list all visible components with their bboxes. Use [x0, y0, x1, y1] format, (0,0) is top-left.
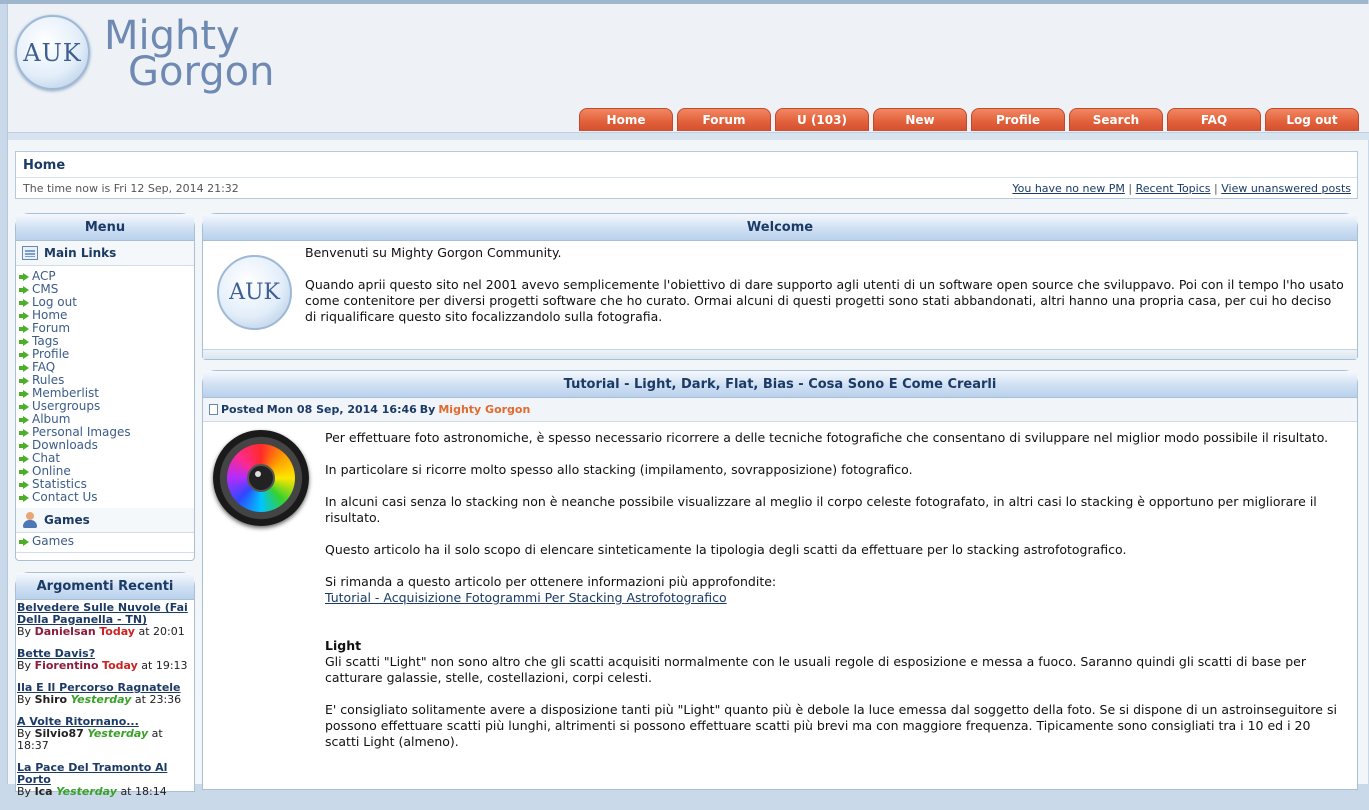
article-panel: [202, 370, 1358, 790]
recent-topic-link[interactable]: La Pace Del Tramonto Al Porto: [17, 761, 168, 786]
recent-topics-link[interactable]: Recent Topics: [1135, 182, 1211, 195]
logo-text: AUK: [23, 38, 82, 67]
spacer: [325, 606, 1347, 622]
menu-link-label: Tags: [32, 334, 59, 348]
recent-topic-day: Yesterday: [87, 727, 149, 740]
article-title[interactable]: Tutorial - Light, Dark, Flat, Bias - Cosa Sono E Come Crearli: [203, 371, 1357, 398]
menu-link-label: Personal Images: [32, 425, 131, 439]
article-paragraph: In alcuni casi senza lo stacking non è neanche possibile visualizzare al meglio il corpo celeste fotografato, in altri casi lo stacking è opportuno per migliorare il risultato.: [325, 494, 1317, 525]
recent-topic-item: [17, 762, 193, 798]
recent-topic-link[interactable]: Ila E Il Percorso Ragnatele: [17, 681, 181, 694]
arrow-right-icon: [19, 377, 29, 385]
arrow-right-icon: [19, 338, 29, 346]
games-title: Games: [44, 512, 90, 527]
tutorial-link[interactable]: Tutorial - Acquisizione Fotogrammi Per Stacking Astrofotografico: [325, 590, 727, 605]
menu-link-label: Log out: [32, 295, 77, 309]
nav-forum-button[interactable]: Forum: [677, 108, 771, 131]
arrow-right-icon: [19, 416, 29, 424]
arrow-right-icon: [19, 468, 29, 476]
arrow-right-icon: [19, 481, 29, 489]
by-label: By: [17, 693, 32, 706]
welcome-logo: [217, 255, 292, 330]
menu-link-label: Downloads: [32, 438, 98, 452]
arrow-right-icon: [19, 442, 29, 450]
site-header: [8, 4, 1369, 132]
recent-topic-link[interactable]: Belvedere Sulle Nuvole (Fai Della Paganella - TN): [17, 601, 188, 626]
site-title[interactable]: [104, 13, 275, 95]
recent-topic-item: [17, 602, 193, 638]
arrow-right-icon: [19, 429, 29, 437]
posted-date: Mon 08 Sep, 2014 16:46: [266, 402, 417, 416]
recent-topic-link[interactable]: Bette Davis?: [17, 647, 96, 660]
arrow-right-icon: [19, 312, 29, 320]
site-title-line2: Gorgon: [128, 49, 275, 95]
recent-topic-day: Today: [99, 625, 135, 638]
by-label: By: [17, 727, 32, 740]
site-logo[interactable]: [15, 15, 90, 90]
main-links-title: Main Links: [44, 245, 117, 260]
breadcrumb: [15, 151, 1358, 199]
at-label: at: [134, 693, 146, 706]
menu-link-label: Rules: [32, 373, 65, 387]
recent-topics-list: [16, 600, 194, 810]
recent-topic-time: 19:13: [155, 659, 188, 672]
article-body: [325, 430, 1347, 766]
menu-link-label: Usergroups: [32, 399, 101, 413]
at-label: at: [141, 659, 153, 672]
calendar-icon: [22, 246, 38, 260]
by-label: By: [17, 659, 32, 672]
arrow-right-icon: [19, 351, 29, 359]
nav-faq-button[interactable]: FAQ: [1167, 108, 1261, 131]
menu-link-label: Chat: [32, 451, 61, 465]
breadcrumb-divider: [16, 177, 1357, 178]
welcome-paragraph: Quando aprii questo sito nel 2001 avevo semplicemente l'obiettivo di dare supporto agli utenti di un software open source che sviluppavo. Poi con il tempo l'ho usato come contenitore per diversi progetti software che ho curato. Ormai alcuni di questi progetti sono stati abbandonati, altri hanno una propria casa, per cui ho deciso di riqualificare questo sito focalizzandolo sulla fotografia.: [305, 277, 1344, 324]
main-links-list: [16, 266, 194, 508]
breadcrumb-links: [1012, 182, 1351, 195]
light-heading: Light: [325, 638, 362, 653]
nav-home-button[interactable]: Home: [579, 108, 673, 131]
at-label: at: [151, 727, 163, 740]
recent-topic-item: [17, 682, 193, 706]
arrow-right-icon: [19, 325, 29, 333]
article-paragraph: Si rimanda a questo articolo per ottenere informazioni più approfondite:: [325, 574, 777, 589]
recent-topic-item: [17, 716, 193, 752]
recent-topic-time: 18:14: [135, 785, 167, 798]
at-label: at: [138, 625, 150, 638]
menu-link-label: Contact Us: [32, 490, 98, 504]
arrow-right-icon: [19, 538, 29, 546]
article-paragraph: Questo articolo ha il solo scopo di elencare sinteticamente la tipologia degli scatti da effettuare per lo stacking astrofotografico.: [325, 542, 1127, 557]
menu-link-label: Home: [32, 308, 68, 322]
recent-topic-day: Yesterday: [56, 785, 117, 798]
document-icon: [209, 404, 218, 415]
article-paragraph: Gli scatti "Light" non sono altro che gli scatti acquisiti normalmente con le usuali regole di esposizione e messa a fuoco. Saranno quindi gli scatti di base per catturare galassie, stelle, costellazioni, corpi celesti.: [325, 654, 1306, 685]
article-paragraph: E' consigliato solitamente avere a disposizione tanti più "Light" quanto più è debole la luce emessa dal soggetto della foto. Se si dispone di un astroinseguitore si possono effettuare scatti più lunghi, altrimenti si possono effettuare scatti più brevi ma con maggiore frequenza. Tipicamente sono consigliati tra i 10 ed i 20 scatti Light (almeno).: [325, 702, 1337, 749]
menu-link-label: Forum: [32, 321, 71, 335]
menu-link-label: Album: [32, 412, 71, 426]
welcome-panel: [202, 213, 1358, 360]
arrow-right-icon: [19, 273, 29, 281]
welcome-text: [305, 245, 1345, 341]
posted-label: Posted: [221, 402, 264, 416]
welcome-footer: [203, 349, 1357, 359]
recent-topic-day: Yesterday: [70, 693, 132, 706]
arrow-right-icon: [19, 403, 29, 411]
link-separator: |: [1128, 182, 1133, 195]
welcome-paragraph: Benvenuti su Mighty Gorgon Community.: [305, 245, 562, 260]
welcome-title: Welcome: [203, 214, 1357, 241]
menu-link-label: CMS: [32, 282, 59, 296]
recent-topic-time: 23:36: [149, 693, 182, 706]
user-icon: [22, 512, 38, 528]
arrow-right-icon: [19, 390, 29, 398]
link-separator: |: [1214, 182, 1218, 195]
article-meta: [203, 398, 1357, 422]
nav-profile-button[interactable]: Profile: [971, 108, 1065, 131]
recent-topic-user[interactable]: Fiorentino: [34, 659, 99, 672]
site-title-line1: Mighty: [104, 13, 240, 59]
menu-link-label: Statistics: [32, 477, 87, 491]
recent-topic-user[interactable]: Danielsan: [34, 625, 96, 638]
recent-topic-user[interactable]: Shiro: [34, 693, 68, 706]
nav-search-button[interactable]: Search: [1069, 108, 1163, 131]
menu-link-label: ACP: [32, 269, 56, 283]
menu-link-label: Online: [32, 464, 71, 478]
nav-new-button[interactable]: New: [873, 108, 967, 131]
recent-topic-day: Today: [102, 659, 138, 672]
games-header[interactable]: [16, 508, 194, 533]
nav-users-button[interactable]: U (103): [775, 108, 869, 131]
breadcrumb-title[interactable]: Home: [23, 158, 66, 173]
article-paragraph: Per effettuare foto astronomiche, è spesso necessario ricorrere a delle tecniche fotografiche che consentano di sviluppare nel miglior modo possibile il risultato.: [325, 430, 1329, 445]
nav-strip: [8, 132, 1369, 140]
main-links-header[interactable]: [16, 241, 194, 266]
unanswered-posts-link[interactable]: View unanswered posts: [1221, 182, 1351, 195]
spacer: [325, 622, 1347, 638]
recent-topics-panel: [15, 572, 195, 798]
games-list: [16, 533, 194, 553]
by-label: By: [17, 785, 32, 798]
current-time: The time now is Fri 12 Sep, 2014 21:32: [23, 182, 239, 195]
recent-topics-title: Argomenti Recenti: [16, 573, 194, 600]
main-nav: [579, 108, 1359, 132]
recent-topic-link[interactable]: A Volte Ritornano...: [17, 715, 139, 728]
lens-aperture: [247, 464, 275, 492]
welcome-logo-text: AUK: [229, 280, 280, 305]
menu-panel: [15, 213, 195, 561]
nav-logout-button[interactable]: Log out: [1265, 108, 1359, 131]
menu-link-label: Memberlist: [32, 386, 99, 400]
arrow-right-icon: [19, 364, 29, 372]
menu-title: Menu: [16, 214, 194, 241]
games-link[interactable]: [19, 535, 194, 548]
recent-topic-user[interactable]: Silvio87: [34, 727, 84, 740]
arrow-right-icon: [19, 299, 29, 307]
arrow-right-icon: [19, 455, 29, 463]
camera-lens-icon: [213, 430, 309, 526]
menu-link[interactable]: [19, 491, 194, 504]
at-label: at: [120, 785, 132, 798]
recent-topic-item: [17, 648, 193, 672]
menu-link-label: Games: [32, 534, 74, 548]
recent-topic-time: 18:37: [17, 739, 49, 752]
no-new-pm-link[interactable]: You have no new PM: [1012, 182, 1125, 195]
arrow-right-icon: [19, 286, 29, 294]
page: [7, 4, 1368, 798]
recent-topic-time: 20:01: [153, 625, 185, 638]
by-label: By: [419, 402, 436, 416]
article-paragraph: In particolare si ricorre molto spesso allo stacking (impilamento, sovrapposizione) fotografico.: [325, 462, 913, 477]
article-author[interactable]: Mighty Gorgon: [438, 402, 531, 416]
by-label: By: [17, 625, 32, 638]
menu-link-label: Profile: [32, 347, 70, 361]
menu-link-label: FAQ: [32, 360, 56, 374]
arrow-right-icon: [19, 494, 29, 502]
recent-topic-user[interactable]: Ica: [34, 785, 53, 798]
